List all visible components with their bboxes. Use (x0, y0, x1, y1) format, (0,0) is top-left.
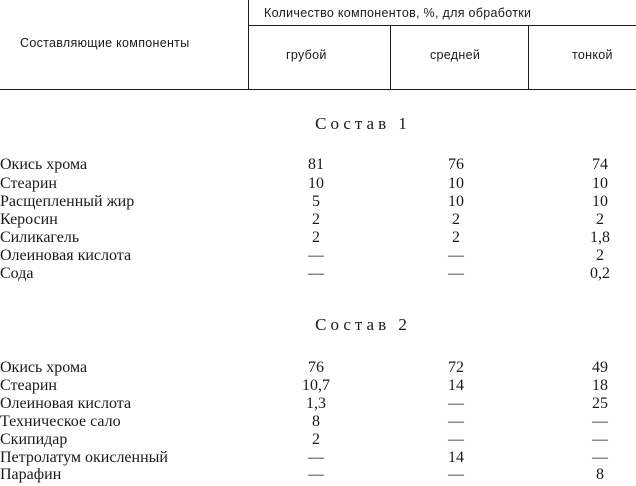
component-name: Стеарин (0, 175, 57, 192)
table-header (0, 0, 636, 90)
value-medium: 2 (452, 229, 460, 246)
table-row (0, 228, 636, 247)
component-name: Сода (0, 265, 34, 282)
table-row (0, 192, 636, 211)
value-medium: 10 (448, 193, 464, 210)
component-name: Техническое сало (0, 413, 121, 430)
value-medium: 76 (448, 156, 464, 173)
component-name: Силикагель (0, 229, 80, 246)
table-row (0, 430, 636, 449)
table-row (0, 465, 636, 484)
component-name: Олеиновая кислота (0, 395, 132, 412)
component-name: Олеиновая кислота (0, 247, 132, 264)
value-medium: 14 (448, 449, 464, 466)
value-medium: 10 (448, 175, 464, 192)
value-fine: 8 (596, 466, 604, 483)
value-coarse: — (308, 449, 324, 466)
value-coarse: — (308, 247, 324, 264)
value-fine: 25 (592, 395, 608, 412)
value-coarse: 2 (312, 211, 320, 228)
value-coarse: 2 (312, 431, 320, 448)
section-title-2: Состав 2 (315, 315, 411, 334)
table-row (0, 376, 636, 395)
components-header: Составляющие компоненты (20, 36, 190, 50)
table-row (0, 412, 636, 431)
component-name: Керосин (0, 211, 58, 228)
component-name: Стеарин (0, 377, 57, 394)
value-medium: — (448, 413, 464, 430)
value-fine: 18 (592, 377, 608, 394)
value-coarse: 76 (308, 359, 324, 376)
quantity-header: Количество компонентов, %, для обработки (264, 6, 532, 20)
header-divider-col3 (528, 25, 529, 90)
value-medium: — (448, 466, 464, 483)
value-coarse: — (308, 265, 324, 282)
value-coarse: 81 (308, 156, 324, 173)
value-medium: 2 (452, 211, 460, 228)
value-fine: 10 (592, 175, 608, 192)
value-coarse: 10,7 (302, 377, 330, 394)
header-divider-sub (248, 25, 636, 26)
component-name: Парафин (0, 466, 62, 483)
table-row (0, 210, 636, 229)
value-fine: 1,8 (590, 229, 610, 246)
value-medium: — (448, 431, 464, 448)
table-row (0, 246, 636, 265)
value-coarse: — (308, 466, 324, 483)
value-fine: 2 (596, 211, 604, 228)
table-row (0, 174, 636, 193)
value-fine: — (592, 413, 608, 430)
value-fine: 74 (592, 156, 608, 173)
value-medium: 72 (448, 359, 464, 376)
value-medium: 14 (448, 377, 464, 394)
component-name: Окись хрома (0, 156, 88, 173)
component-name: Расщепленный жир (0, 193, 135, 210)
component-name: Окись хрома (0, 359, 88, 376)
table-row (0, 264, 636, 283)
column-header-fine: тонкой (572, 48, 613, 62)
column-header-medium: средней (430, 48, 481, 62)
component-name: Скипидар (0, 431, 68, 448)
value-coarse: 1,3 (306, 395, 326, 412)
header-divider-main (248, 0, 249, 90)
column-header-coarse: грубой (286, 48, 327, 62)
value-fine: — (592, 449, 608, 466)
section-title-1: Состав 1 (315, 114, 411, 133)
value-coarse: 8 (312, 413, 320, 430)
component-name: Петролатум окисленный (0, 449, 168, 466)
value-fine: 2 (596, 247, 604, 264)
value-medium: — (448, 247, 464, 264)
value-fine: — (592, 431, 608, 448)
header-divider-col2 (390, 25, 391, 90)
value-fine: 10 (592, 193, 608, 210)
value-coarse: 5 (312, 193, 320, 210)
value-fine: 0,2 (590, 265, 610, 282)
value-coarse: 2 (312, 229, 320, 246)
table-row (0, 358, 636, 377)
value-medium: — (448, 265, 464, 282)
value-medium: — (448, 395, 464, 412)
value-fine: 49 (592, 359, 608, 376)
table-row (0, 155, 636, 174)
table-row (0, 394, 636, 413)
value-coarse: 10 (308, 175, 324, 192)
